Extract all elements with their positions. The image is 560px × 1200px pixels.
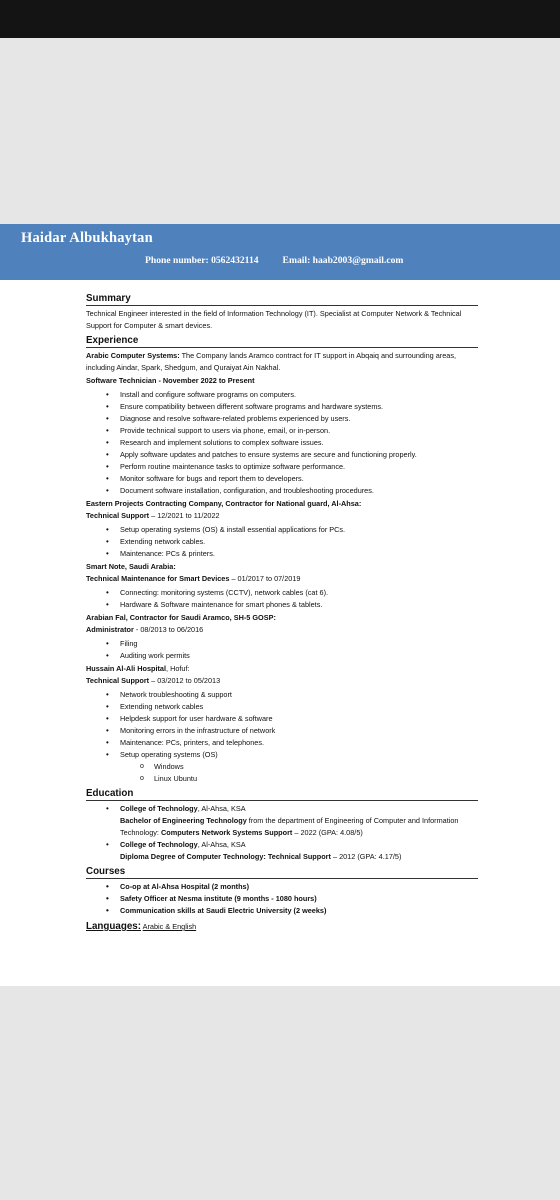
list-item: • Monitor software for bugs and report them to developers. <box>120 473 478 485</box>
college-name: College of Technology <box>120 804 198 813</box>
summary-heading: Summary <box>86 292 478 306</box>
job-role-line <box>86 573 478 585</box>
company-name: Arabic Computer Systems: <box>86 351 180 360</box>
status-bar <box>0 0 560 38</box>
job-role: Technical Maintenance for Smart Devices <box>86 574 230 583</box>
company-line <box>86 663 478 675</box>
job-dates: – 12/2021 to 11/2022 <box>149 511 220 520</box>
languages-line <box>86 921 478 933</box>
education-item <box>120 839 478 863</box>
sub-list-item: o Windows <box>154 761 478 773</box>
candidate-name: Haidar Albukhaytan <box>21 230 153 246</box>
list-item: • Maintenance: PCs, printers, and telephones. <box>120 737 478 749</box>
degree-tail: – 2022 (GPA: 4.08/5) <box>292 828 363 837</box>
course-item: • Communication skills at Saudi Electric University (2 weeks) <box>120 905 478 917</box>
education-list <box>86 803 478 863</box>
list-item: • Maintenance: PCs & printers. <box>120 548 478 560</box>
list-item: • Diagnose and resolve software-related problems experienced by users. <box>120 413 478 425</box>
course-item: • Safety Officer at Nesma institute (9 months - 1080 hours) <box>120 893 478 905</box>
degree-detail: from the department of Engineering of Computer and Information Technology: <box>120 816 459 837</box>
college-location: , Al-Ahsa, KSA <box>197 840 246 849</box>
list-item: • Perform routine maintenance tasks to optimize software performance. <box>120 461 478 473</box>
list-item: • Setup operating systems (OS) & install essential applications for PCs. <box>120 524 478 536</box>
college-location: , Al-Ahsa, KSA <box>197 804 246 813</box>
list-item: • Auditing work permits <box>120 650 478 662</box>
degree-tail: – 2012 (GPA: 4.17/5) <box>330 852 402 861</box>
list-item: • Filing <box>120 638 478 650</box>
courses-list <box>86 881 478 917</box>
company-name: Eastern Projects Contracting Company, Contractor for National guard, Al-Ahsa: <box>86 499 362 508</box>
list-item <box>120 749 478 785</box>
company-description: The Company lands Aramco contract for IT support in Abqaiq and surrounding areas, including Aindar, Spark, Shedgum, and Quraiyat Ain Nakhal. <box>86 351 457 372</box>
list-item: • Apply software updates and patches to ensure systems are secure and functioning properly. <box>120 449 478 461</box>
job-role-line <box>86 624 478 636</box>
job-role: Technical Support <box>86 676 150 685</box>
education-item <box>120 803 478 839</box>
list-item: • Monitoring errors in the infrastructure of network <box>120 725 478 737</box>
list-item: • Network troubleshooting & support <box>120 689 478 701</box>
company-name: Hussain Al-Ali Hospital <box>86 664 167 673</box>
list-item: • Extending network cables <box>120 701 478 713</box>
job-role-line <box>86 510 478 522</box>
degree-name: Diploma Degree of Computer Technology: Technical Support <box>120 852 331 861</box>
job-role: Software Technician - November 2022 to Present <box>86 376 255 385</box>
list-item: • Provide technical support to users via phone, email, or in-person. <box>120 425 478 437</box>
job-dates: – 03/2012 to 05/2013 <box>149 676 221 685</box>
duties-list <box>86 689 478 785</box>
resume-page <box>0 224 560 986</box>
job-dates: - 08/2013 to 06/2016 <box>133 625 204 634</box>
list-item: • Research and implement solutions to complex software issues. <box>120 437 478 449</box>
duties-list <box>86 389 478 497</box>
college-name: College of Technology <box>120 840 198 849</box>
duties-list <box>86 524 478 560</box>
company-location: , Hofuf: <box>166 664 190 673</box>
list-item: • Extending network cables. <box>120 536 478 548</box>
duties-list <box>86 638 478 662</box>
job-role: Administrator <box>86 625 134 634</box>
os-sublist <box>120 761 478 785</box>
job-role-line <box>86 675 478 687</box>
resume-header <box>0 224 560 280</box>
job-dates: – 01/2017 to 07/2019 <box>229 574 301 583</box>
list-item: • Document software installation, configuration, and troubleshooting procedures. <box>120 485 478 497</box>
course-item: • Co-op at Al-Ahsa Hospital (2 months) <box>120 881 478 893</box>
list-item: • Install and configure software programs on computers. <box>120 389 478 401</box>
email-address: Email: haab2003@gmail.com <box>282 255 404 266</box>
courses-heading: Courses <box>86 865 478 879</box>
contact-line <box>145 255 403 266</box>
duties-list <box>86 587 478 611</box>
company-name: Smart Note, Saudi Arabia: <box>86 562 176 571</box>
list-item-text: Setup operating systems (OS) <box>120 750 218 759</box>
list-item: • Connecting: monitoring systems (CCTV), network cables (cat 6). <box>120 587 478 599</box>
summary-text: Technical Engineer interested in the field of Information Technology (IT). Specialist at Computer Network & Technical Support for Computer & smart devices. <box>86 309 462 330</box>
languages-heading: Languages: <box>86 921 141 932</box>
phone-number: Phone number: 0562432114 <box>145 255 259 266</box>
company-name: Arabian Fal, Contractor for Saudi Aramco, SH-5 GOSP: <box>86 613 276 622</box>
job-role: Technical Support <box>86 511 150 520</box>
resume-body <box>86 292 478 933</box>
list-item: • Helpdesk support for user hardware & software <box>120 713 478 725</box>
sub-list-item: o Linux Ubuntu <box>154 773 478 785</box>
languages-value: Arabic & English <box>142 922 197 931</box>
education-heading: Education <box>86 787 478 801</box>
degree-major: Computers Network Systems Support <box>160 828 293 837</box>
degree-name: Bachelor of Engineering Technology <box>120 816 247 825</box>
list-item: • Ensure compatibility between different software programs and hardware systems. <box>120 401 478 413</box>
experience-heading: Experience <box>86 334 478 348</box>
list-item: • Hardware & Software maintenance for smart phones & tablets. <box>120 599 478 611</box>
job-description <box>86 350 478 374</box>
